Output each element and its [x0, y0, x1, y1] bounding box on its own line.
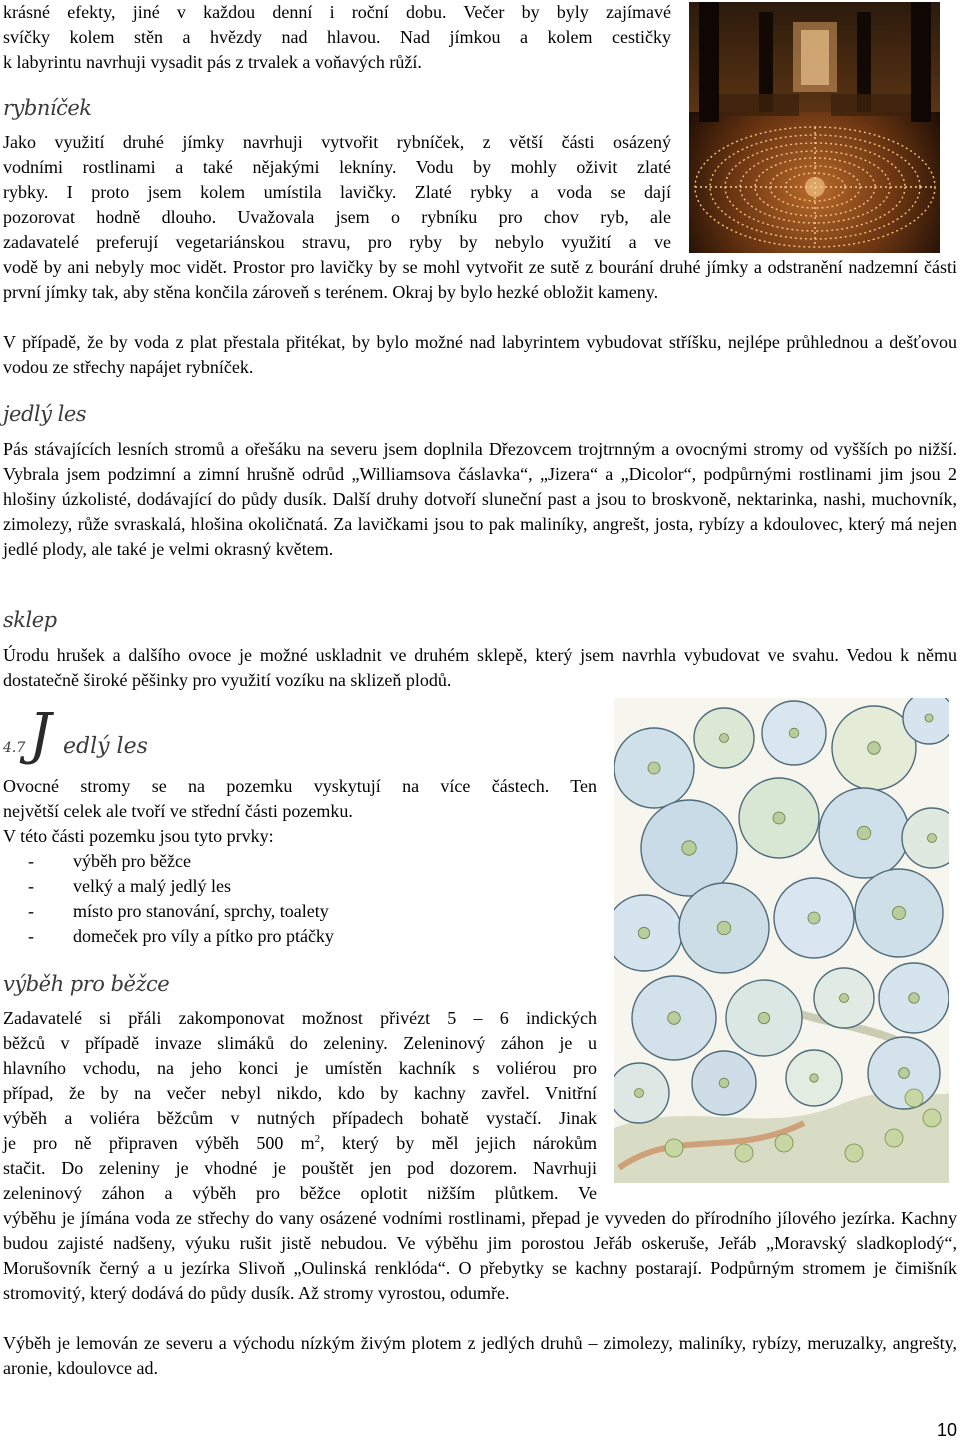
tree-trunk-marker	[909, 993, 920, 1004]
intro-line-2: svíčky kolem stěn a hvězdy nad hlavou. Nad jímkou a kolem cestičky	[3, 27, 671, 47]
tree-trunk-marker	[638, 927, 649, 938]
shrub	[905, 1089, 923, 1107]
labyrinth-svg	[689, 2, 940, 253]
tree-trunk-marker	[648, 762, 660, 774]
rybnicek-paragraph-rest: vodě by ani nebyly moc vidět. Prostor pro lavičky by se mohl vytvořit ze sutě z bourání druhé jímky a odstranění nadzemní části první jímky tak, aby stěna končila zároveň s terénem. Okraj by bylo hezké obložit kameny.	[3, 257, 957, 302]
tree-trunk-marker	[892, 906, 905, 919]
rybnicek-paragraph-2: V případě, že by voda z plat přestala přitékat, by bylo možné nad labyrintem vybudovat stříšku, nejlépe průhlednou a dešťovou vodou ze střechy napájet rybníček.	[3, 332, 957, 377]
list-item: - velký a malý jedlý les	[28, 876, 231, 896]
list-item: - domeček pro víly a pítko pro ptáčky	[28, 926, 334, 946]
decorative-initial: J	[29, 702, 52, 767]
tree-trunk-marker	[857, 826, 871, 840]
list-item-text: místo pro stanování, sprchy, toalety	[73, 901, 329, 921]
tree-trunk-marker	[682, 841, 696, 855]
vybeh-line-6a: je pro ně připraven výběh 500 m	[3, 1133, 315, 1153]
section-4-7-line-2: největší celek ale tvoří ve střední části pozemku.	[3, 801, 353, 821]
list-item-text: velký a malý jedlý les	[73, 876, 231, 896]
list-item: - výběh pro běžce	[28, 851, 191, 871]
tree-trunk-marker	[789, 728, 799, 738]
shrub	[775, 1134, 793, 1152]
tree-trunk-marker	[899, 1068, 910, 1079]
vybeh-line-2: běžců v případě invaze slimáků do zeleniny. Zeleninový záhon je u	[3, 1033, 597, 1053]
shrub	[665, 1139, 683, 1157]
shrub	[923, 1109, 941, 1127]
shrub	[735, 1144, 753, 1162]
rybnicek-line-4: pozorovat hodně dlouho. Uvažovala jsem o rybníku pro chov ryb, ale	[3, 207, 671, 227]
tree-trunk-marker	[720, 734, 729, 743]
section-heading-text: edlý les	[63, 734, 148, 759]
tree-trunk-marker	[928, 834, 937, 843]
tree-trunk-marker	[758, 1012, 769, 1023]
section-4-7-line-3: V této části pozemku jsou tyto prvky:	[3, 826, 274, 846]
vybeh-line-6	[3, 1131, 597, 1156]
tree-trunk-marker	[925, 714, 933, 722]
shrub	[845, 1144, 863, 1162]
tree-trunk-marker	[635, 1089, 644, 1098]
heading-vybeh: výběh pro běžce	[3, 972, 170, 996]
vybeh-line-7: stačit. Do zeleniny je vhodné je pouštět jen pod dozorem. Navrhuji	[3, 1158, 597, 1178]
vybeh-line-1: Zadavatelé si přáli zakomponovat možnost přivézt 5 – 6 indických	[3, 1008, 597, 1028]
shrub	[885, 1129, 903, 1147]
rybnicek-line-3: rybky. I proto jsem kolem umístila lavičky. Zlaté rybky a voda se dají	[3, 182, 671, 202]
intro-line-3: k labyrintu navrhuji vysadit pás z trvalek a voňavých růží.	[3, 52, 422, 72]
page-number: 10	[936, 1420, 957, 1440]
list-item: - místo pro stanování, sprchy, toalety	[28, 901, 329, 921]
vybeh-line-5: výběh a voliéra běžcům v nutných případech bohatě vystačí. Jinak	[3, 1108, 597, 1128]
site-plan-drawing	[614, 698, 949, 1183]
vybeh-paragraph-2: Výběh je lemován ze severu a východu nízkým živým plotem z jedlých druhů – zimolezy, maliníky, rybízy, meruzalky, angrešty, aronie, kdoulovce ad.	[3, 1333, 957, 1378]
tree-trunk-marker	[840, 994, 849, 1003]
heading-jedly-les: jedlý les	[3, 402, 87, 426]
site-plan-svg	[614, 698, 949, 1183]
vybeh-line-4: případ, že by na večer nebyl nikdo, kdo by kachny zavřel. Vnitřní	[3, 1083, 597, 1103]
tree-trunk-marker	[719, 1078, 729, 1088]
tree-trunk-marker	[668, 1012, 681, 1025]
tree-trunk-marker	[808, 912, 820, 924]
labyrinth-photo	[689, 2, 940, 253]
vybeh-line-3: hlavního vchodu, na jeho konci je umístěn kachník s voliérou pro	[3, 1058, 597, 1078]
vybeh-line-6b: , který by měl jejich nárokům	[320, 1133, 597, 1153]
vybeh-paragraph-rest: výběhu je jímána voda ze střechy do vany osázené vodními rostlinami, přepad je vyveden do přírodního jílového jezírka. Kachny budou zajisté nadšeny, výuku rušit jistě nebudou. Ve výběhu jim porostou Jeřáb oskeruše, Jeřáb „Moravský sladkoplodý“, Morušovník černý a u jezírka Slivoň „Oulinská renklóda“. O přebytky se kachny postarají. Podpůrným stromem je čimišník stromovitý, který dodává do půdy dusík. Až stromy vyrostou, odumře.	[3, 1208, 957, 1303]
rybnicek-line-2: vodními rostlinami a také nějakými lekníny. Vodu by mohly oživit zlaté	[3, 157, 671, 177]
section-4-7-line-1: Ovocné stromy se na pozemku vyskytují na více částech. Ten	[3, 776, 597, 796]
tree-canopy	[902, 808, 949, 868]
tree-trunk-marker	[868, 742, 881, 755]
rybnicek-line-1: Jako využití druhé jímky navrhuji vytvořit rybníček, z větší části osázený	[3, 132, 671, 152]
tree-trunk-marker	[773, 812, 785, 824]
tree-trunk-marker	[717, 921, 731, 935]
tree-trunk-marker	[810, 1074, 818, 1082]
list-item-text: domeček pro víly a pítko pro ptáčky	[73, 926, 334, 946]
heading-sklep: sklep	[3, 608, 57, 632]
jedly-les-paragraph: Pás stávajících lesních stromů a ořešáku na severu jsem doplnila Dřezovcem trojtrnným a ovocnými stromy od vyšších po nižší. Vybrala jsem podzimní a zimní hrušně odrůd „Williamsova čáslavka“, „Jizera“ a „Dicolor“, podpůrnými rostlinami jim jsou 2 hlošiny úzkolisté, dodávající do půdy dusík. Další druhy dotvoří sluneční past a jsou to broskvoně, nektarinka, nashi, muchovník, zimolezy, růže svraskalá, hlošina okoličnatá. Za lavičkami jsou to pak maliníky, angrešt, josta, rybízy a kdoulovec, který má nejen jedlé plody, ale také je velmi okrasný květem.	[3, 439, 957, 559]
vybeh-line-8: zeleninový záhon a výběh pro běžce oplotit nižším plůtkem. Ve	[3, 1183, 597, 1203]
heading-rybnicek: rybníček	[3, 96, 92, 120]
sklep-paragraph: Úrodu hrušek a dalšího ovoce je možné uskladnit ve druhém sklepě, který jsem navrhla vybudovat ve svahu. Vedou k němu dostatečně široké pěšinky pro využití vozíku na sklizeň plodů.	[3, 645, 957, 690]
section-number: 4.7	[3, 740, 26, 756]
rybnicek-line-5: zadavatelé preferují vegetariánskou stravu, pro ryby by nebylo využití a ve	[3, 232, 671, 252]
list-item-text: výběh pro běžce	[73, 851, 191, 871]
superscript-2: 2	[314, 1133, 321, 1145]
intro-line-1: krásné efekty, jiné v každou denní i roční dobu. Večer by byly zajímavé	[3, 2, 671, 22]
